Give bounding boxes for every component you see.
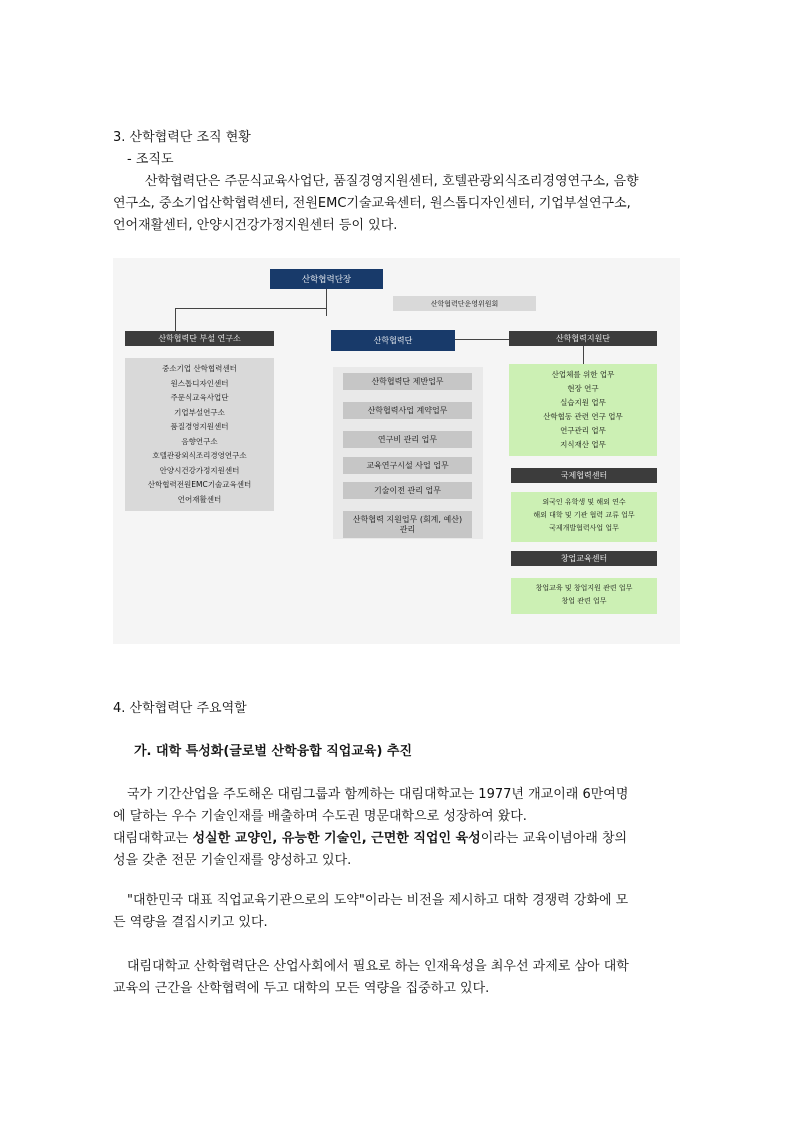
org-right2-item: 외국인 유학생 및 해외 연수 bbox=[542, 498, 626, 506]
org-left-item: 언어재활센터 bbox=[177, 494, 222, 504]
section3-line-2: 연구소, 중소기업산학협력센터, 전원EMC기술교육센터, 원스톱디자인센터, 기업부설연구소, bbox=[113, 196, 631, 211]
org-right2-item: 국제개발협력사업 업무 bbox=[549, 524, 619, 532]
org-left-item: 호텔관광외식조리경영연구소 bbox=[152, 451, 247, 460]
p1-line-2: 에 달하는 우수 기술인재를 배출하며 수도권 명문대학으로 성장하여 왔다. bbox=[113, 809, 527, 824]
org-center-item: 연구비 관리 업무 bbox=[343, 431, 472, 448]
connector-head-down bbox=[326, 288, 327, 316]
org-left-item: 주문식교육사업단 bbox=[170, 393, 229, 402]
org-center-title: 산학협력단 bbox=[331, 330, 455, 351]
org-right-item: 연구관리 업무 bbox=[560, 426, 606, 435]
p3-line-2: 교육의 근간을 산학협력에 두고 대학의 모든 역량을 집중하고 있다. bbox=[113, 981, 490, 996]
p1-line-4: 성을 갖춘 전문 기술인재를 양성하고 있다. bbox=[113, 853, 352, 868]
p1-line-3-c: 이라는 교육이념아래 창의 bbox=[480, 831, 628, 846]
org-right2-list bbox=[511, 492, 657, 542]
connector-left-down bbox=[175, 308, 176, 331]
org-left-title: 산학협력단 부설 연구소 bbox=[125, 331, 274, 346]
org-left-list bbox=[125, 358, 274, 511]
org-right-list bbox=[509, 364, 657, 456]
section4-paragraph-3 bbox=[113, 956, 683, 1000]
org-left-item: 음향연구소 bbox=[181, 436, 218, 446]
org-right2-item: 해외 대학 및 기관 협력 교류 업무 bbox=[533, 511, 635, 519]
connector-head-left bbox=[175, 308, 326, 309]
section4-subheading: 가. 대학 특성화(글로벌 산학융합 직업교육) 추진 bbox=[134, 744, 413, 759]
org-center-item: 산학협력사업 계약업무 bbox=[343, 402, 472, 419]
org-right2-title: 국제협력센터 bbox=[511, 468, 657, 483]
org-left-item: 품질경영지원센터 bbox=[170, 422, 229, 431]
section3-line-1: 산학협력단은 주문식교육사업단, 품질경영지원센터, 호텔관광외식조리경영연구소, 음향 bbox=[145, 174, 639, 189]
p1-line-3-a: 대림대학교는 bbox=[113, 831, 193, 846]
org-center-item: 산학협력 지원업무 (회계, 예산) 관리 bbox=[343, 511, 472, 538]
org-left-item: 기업부설연구소 bbox=[174, 407, 225, 417]
org-left-item: 안양시건강가정지원센터 bbox=[159, 465, 240, 475]
org-right3-title: 창업교육센터 bbox=[511, 551, 657, 566]
section4-paragraph-1 bbox=[113, 784, 683, 872]
org-right-item: 산학협동 관련 연구 업무 bbox=[543, 412, 623, 421]
org-center-item: 기술이전 관리 업무 bbox=[343, 482, 472, 499]
org-right3-list bbox=[511, 578, 657, 614]
p1-line-3 bbox=[113, 828, 683, 850]
section3-heading: 3. 산학협력단 조직 현황 bbox=[113, 130, 251, 145]
org-right-title: 산학협력지원단 bbox=[509, 331, 657, 346]
org-right-item: 현장 연구 bbox=[567, 384, 599, 393]
section4-heading: 4. 산학협력단 주요역할 bbox=[113, 701, 247, 716]
org-left-item: 중소기업 산학협력센터 bbox=[162, 364, 237, 373]
org-committee: 산학협력단운영위원회 bbox=[393, 296, 536, 311]
org-center-item: 교육연구시설 사업 업무 bbox=[343, 457, 472, 474]
org-left-item: 산학협력전원EMC기술교육센터 bbox=[147, 480, 252, 489]
section3-paragraph bbox=[113, 171, 683, 237]
section3-subheading: - 조직도 bbox=[127, 152, 174, 167]
org-chart bbox=[113, 258, 680, 644]
org-right3-item: 창업 관련 업무 bbox=[561, 597, 607, 605]
p2-line-2: 든 역량을 결집시키고 있다. bbox=[113, 915, 268, 930]
org-right-item: 지식재산 업무 bbox=[560, 440, 606, 449]
org-right-item: 산업체를 위한 업무 bbox=[551, 370, 615, 379]
connector-right-down bbox=[583, 346, 584, 366]
org-center-item: 산학협력단 제반업무 bbox=[343, 373, 472, 390]
org-head: 산학협력단장 bbox=[270, 269, 383, 289]
education-philosophy: 성실한 교양인, 유능한 기술인, 근면한 직업인 육성 bbox=[192, 831, 481, 846]
connector-center-right bbox=[455, 339, 509, 340]
section4-paragraph-2 bbox=[113, 890, 683, 934]
p1-line-1: 국가 기간산업을 주도해온 대림그룹과 함께하는 대림대학교는 1977년 개교이래 6만여명 bbox=[127, 787, 629, 802]
section3-line-3: 언어재활센터, 안양시건강가정지원센터 등이 있다. bbox=[113, 218, 398, 233]
p2-line-1: "대한민국 대표 직업교육기관으로의 도약"이라는 비전을 제시하고 대학 경쟁력 강화에 모 bbox=[127, 893, 629, 908]
p3-line-1: 대림대학교 산학협력단은 산업사회에서 필요로 하는 인재육성을 최우선 과제로 삼아 대학 bbox=[127, 959, 629, 974]
org-left-item: 원스톱디자인센터 bbox=[170, 378, 229, 388]
org-right3-item: 창업교육 및 창업지원 관련 업무 bbox=[535, 584, 633, 592]
org-right-item: 실습지원 업무 bbox=[560, 398, 606, 407]
